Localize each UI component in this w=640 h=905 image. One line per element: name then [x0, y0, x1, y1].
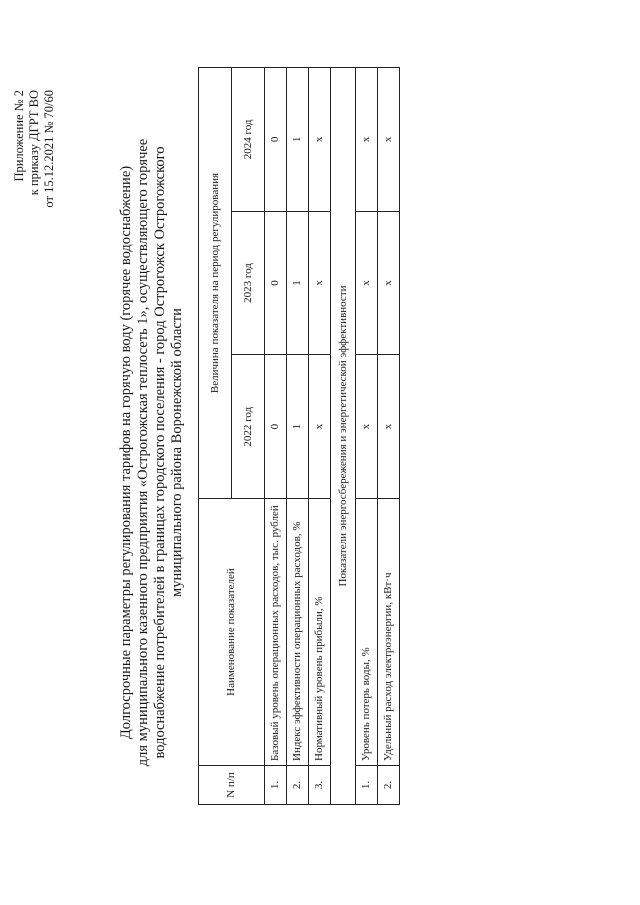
row-value: x	[309, 355, 331, 499]
row-num: 3.	[309, 766, 331, 805]
row-value: x	[378, 355, 400, 499]
row-num: 1.	[265, 766, 287, 805]
appendix-line: к приказу ДГРТ ВО	[27, 90, 41, 196]
title-line: Долгосрочные параметры регулирования тарифов на горячую воду (горячее водоснабжение)	[118, 165, 134, 740]
row-name: Нормативный уровень прибыли, %	[309, 499, 331, 766]
title-line: для муниципального казенного предприятия «Острогожская теплосеть 1», осуществляющего горячее	[135, 138, 151, 767]
appendix-line: Приложение № 2	[12, 90, 26, 182]
row-value: x	[356, 211, 378, 355]
document-title	[118, 0, 186, 905]
row-value: x	[356, 68, 378, 212]
table-row	[265, 68, 287, 805]
appendix-line: от 15.12.2021 № 70/60	[42, 90, 56, 208]
header-year-2024: 2024 год	[232, 68, 265, 212]
row-value: x	[309, 68, 331, 212]
row-num: 1.	[356, 766, 378, 805]
row-value: 0	[265, 211, 287, 355]
appendix-note	[12, 90, 57, 208]
row-value: 1	[287, 355, 309, 499]
table-row	[309, 68, 331, 805]
table-row	[356, 68, 378, 805]
header-year-2023: 2023 год	[232, 211, 265, 355]
row-name: Базовый уровень операционных расходов, тыс. рублей	[265, 499, 287, 766]
table-header-row	[199, 68, 232, 805]
row-num: 2.	[378, 766, 400, 805]
title-line: муниципального района Воронежской области	[169, 308, 185, 597]
table-row	[378, 68, 400, 805]
row-name: Уровень потерь воды, %	[356, 499, 378, 766]
parameters-table	[198, 67, 400, 805]
header-year-2022: 2022 год	[232, 355, 265, 499]
header-period: Величина показателя на период регулирования	[199, 68, 232, 499]
row-value: x	[309, 211, 331, 355]
row-value: 0	[265, 355, 287, 499]
row-name: Индекс эффективности операционных расходов, %	[287, 499, 309, 766]
row-value: x	[378, 68, 400, 212]
row-value: x	[356, 355, 378, 499]
row-value: 0	[265, 68, 287, 212]
row-num: 2.	[287, 766, 309, 805]
header-num: N п/п	[199, 766, 265, 805]
table-section-row	[331, 68, 356, 805]
section-title: Показатели энергосбережения и энергетической эффективности	[331, 68, 356, 805]
header-name: Наименование показателей	[199, 499, 265, 766]
title-line: водоснабжение потребителей в границах городского поселения - город Острогожск Острогожского	[152, 146, 168, 759]
row-value: x	[378, 211, 400, 355]
row-value: 1	[287, 68, 309, 212]
row-name: Удельный расход электроэнергии, кВт·ч	[378, 499, 400, 766]
row-value: 1	[287, 211, 309, 355]
table-row	[287, 68, 309, 805]
